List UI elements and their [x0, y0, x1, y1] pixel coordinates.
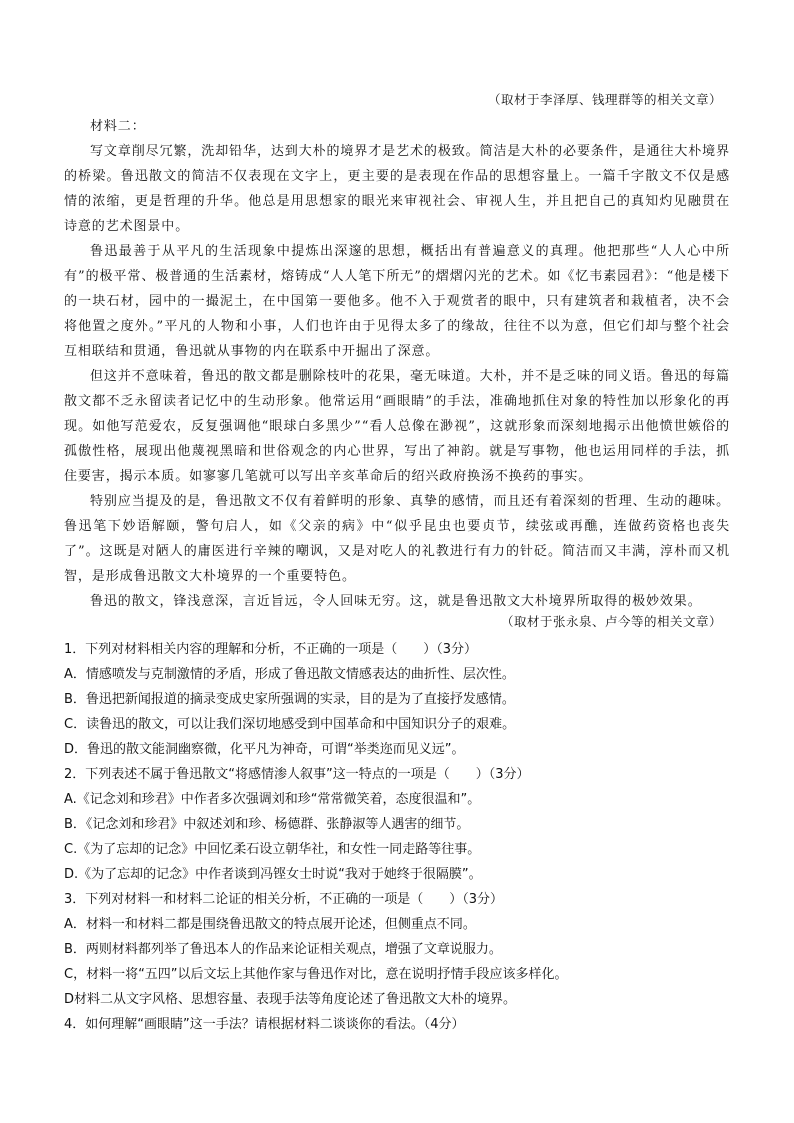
question-list: [64, 637, 744, 1037]
question-3-option-b: B．两则材料都列举了鲁迅本人的作品来论证相关观点，增强了文章说服力。: [64, 942, 502, 957]
question-2-option-c: C.《为了忘却的记念》中回忆柔石设立朝华社，和女性一同走路等往事。: [64, 842, 481, 857]
question-1-option-a: A．情感喷发与克制激情的矛盾，形成了鲁迅散文情感表达的曲折性、层次性。: [64, 667, 515, 682]
question-1-option-c: C．读鲁迅的散文，可以让我们深切地感受到中国革命和中国知识分子的艰难。: [64, 717, 516, 732]
material-paragraph: 特别应当提及的是，鲁迅散文不仅有着鲜明的形象、真挚的感情，而且还有着深刻的哲理、生动的趣味。鲁迅笔下妙语解颐，警句启人，如《父亲的病》中“似乎昆虫也要贞节，续弦或再醮，连做药资格也丧失了”。这既是对陋人的庸医进行辛辣的嘲讽，又是对吃人的礼教进行有力的针砭。简洁而又丰满，淳朴而又机智，是形成鲁迅散文大朴境界的一个重要特色。: [64, 494, 730, 584]
material-paragraph: 鲁迅的散文，锋浅意深，言近旨远，令人回味无穷。这，就是鲁迅散文大朴境界所取得的极妙效果。: [90, 594, 702, 609]
material-paragraph: 鲁迅最善于从平凡的生活现象中提炼出深邃的思想，概括出有普遍意义的真理。他把那些“人人心中所有”的极平常、极普通的生活素材，熔铸成“人人笔下所无”的熠熠闪光的艺术。如《忆韦素园君》：“他是楼下的一块石材，园中的一撮泥土，在中国第一要他多。他不入于观赏者的眼中，只有建筑者和栽植者，决不会将他置之度外。”平凡的人物和小事，人们也许由于见得太多了的缘故，往往不以为意，但它们却与整个社会互相联结和贯通，鲁迅就从事物的内在联系中开掘出了深意。: [64, 244, 730, 359]
question-3-option-c: C，材料一将“五四”以后文坛上其他作家与鲁迅作对比，意在说明抒情手段应该多样化。: [64, 967, 568, 982]
question-2-stem: 2．下列表述不属于鲁迅散文“将感情渗人叙事”这一特点的一项是（ ）（3分）: [64, 767, 530, 782]
material-two-heading: 材料二：: [90, 119, 146, 134]
question-2-option-d: D.《为了忘却的记念》中作者谈到冯铿女士时说“我对于她终于很隔膜”。: [64, 867, 482, 882]
material-two: [64, 114, 730, 614]
question-1-option-b: B．鲁迅把新闻报道的摘录变成史家所强调的实录，目的是为了直接抒发感情。: [64, 692, 515, 707]
material-paragraph: 但这并不意味着，鲁迅的散文都是删除枝叶的花果，毫无味道。大朴，并不是乏味的同义语。鲁迅的每篇散文都不乏永留读者记忆中的生动形象。他常运用“画眼睛”的手法，准确地抓住对象的特性加以形象化的再现。如他写范爱农，反复强调他“眼球白多黑少”“看人总像在渺视”，这就形象而深刻地揭示出他愤世嫉俗的孤傲性格，展现出他蔑视黑暗和世俗观念的内心世界，写出了神韵。就是写事物，他也运用同样的手法，抓住要害，揭示本质。如寥寥几笔就可以写出辛亥革命后的绍兴政府换汤不换药的事实。: [64, 369, 730, 484]
material-paragraph: 写文章削尽冗繁，洗却铅华，达到大朴的境界才是艺术的极致。简洁是大朴的必要条件，是通往大朴境界的桥梁。鲁迅散文的简洁不仅表现在文字上，更主要的是表现在作品的思想容量上。一篇千字散文不仅是感情的浓缩，更是哲理的升华。他总是用思想家的眼光来审视社会、审视人生，并且把自己的真知灼见融贯在诗意的艺术图景中。: [64, 144, 730, 234]
source-note-top: （取材于李泽厚、钱理群等的相关文章）: [487, 92, 722, 107]
question-3-option-a: A．材料一和材料二都是围绕鲁迅散文的特点展开论述，但侧重点不同。: [64, 917, 476, 932]
question-4-stem: 4．如何理解“画眼睛”这一手法？请根据材料二谈谈你的看法。（4分）: [64, 1017, 465, 1032]
question-2-option-a: A.《记念刘和珍君》中作者多次强调刘和珍“常常微笑着，态度很温和”。: [64, 792, 481, 807]
question-3-stem: 3．下列对材料一和材料二论证的相关分析，不正确的一项是（ ）（3分）: [64, 892, 504, 907]
source-note-bottom: （取材于张永泉、卢今等的相关文章）: [500, 614, 722, 629]
question-2-option-b: B．《记念刘和珍君》中叙述刘和珍、杨德群、张静淑等人遇害的细节。: [64, 817, 470, 832]
question-1-option-d: D．鲁迅的散文能洞幽察微，化平凡为神奇，可谓“举类迩而见义远”。: [64, 742, 465, 757]
question-1-stem: 1．下列对材料相关内容的理解和分析，不正确的一项是（ ）（3分）: [64, 642, 478, 657]
question-3-option-d: D材料二从文字风格、思想容量、表现手法等角度论述了鲁迅散文大朴的境界。: [64, 992, 517, 1007]
